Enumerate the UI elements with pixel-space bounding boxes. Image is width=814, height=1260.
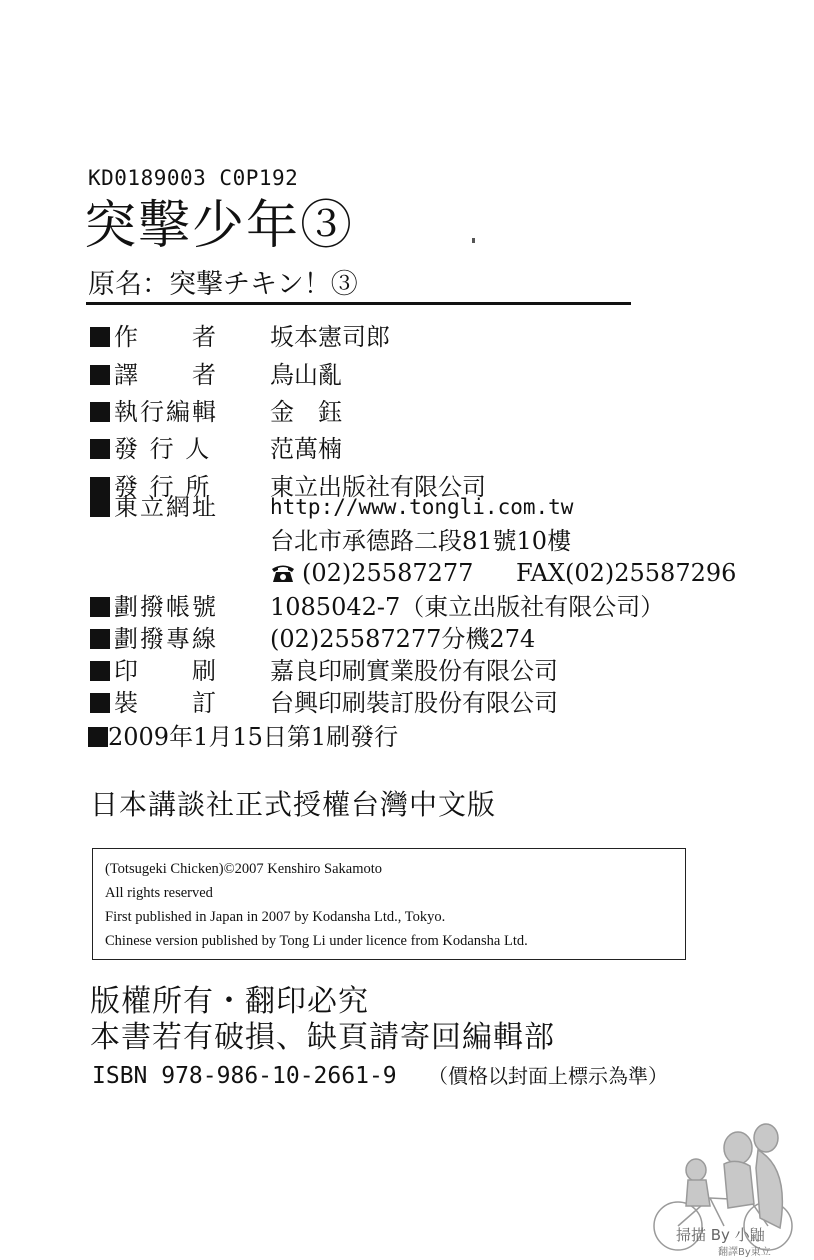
copyright-line: Chinese version published by Tong Li under licence from Kodansha Ltd. <box>105 933 528 949</box>
phone-row <box>270 556 737 590</box>
credit-publisher <box>90 432 342 466</box>
copyright-line: All rights reserved <box>105 885 213 901</box>
credit-value: 金 鈺 <box>270 398 342 426</box>
address: 台北市承德路二段81號10樓 <box>270 527 572 555</box>
catalog-code: KD0189003 C0P192 <box>88 166 299 190</box>
credit-label: 印 刷 <box>114 657 218 685</box>
copyright-line: (Totsugeki Chicken)©2007 Kenshiro Sakamoto <box>105 861 383 877</box>
credit-label: 發 行 所 <box>114 473 212 501</box>
scanner-watermark-illustration <box>640 1108 810 1258</box>
publish-date: 2009年1月15日第1刷發行 <box>108 723 399 751</box>
credit-value: 1085042-7（東立出版社有限公司） <box>270 593 665 621</box>
bullet-square <box>88 727 108 747</box>
telephone-icon <box>270 563 296 583</box>
bullet-square <box>90 661 110 681</box>
credit-value: 坂本憲司郎 <box>270 323 390 351</box>
publish-date-row <box>88 720 398 754</box>
book-title: 突擊少年③ <box>84 196 355 256</box>
watermark-text: 掃描 By 小鼬 <box>676 1226 765 1244</box>
credit-value: 台興印刷裝訂股份有限公司 <box>270 689 558 717</box>
bullet-square <box>90 439 110 459</box>
credit-postal-line <box>90 622 536 656</box>
credit-label: 作 者 <box>114 323 218 351</box>
credit-editor <box>90 395 342 429</box>
bullet-square <box>90 597 110 617</box>
credit-label: 譯 者 <box>114 361 218 389</box>
credit-label: 執行編輯 <box>114 398 218 426</box>
credit-translator <box>90 358 342 392</box>
credit-label: 裝 訂 <box>114 689 218 717</box>
credit-label: 劃撥帳號 <box>114 593 218 621</box>
credit-postal-account <box>90 590 665 624</box>
credit-value: 范萬楠 <box>270 435 342 463</box>
bullet-square <box>90 402 110 422</box>
bullet-square <box>90 629 110 649</box>
isbn: ISBN 978-986-10-2661-9 <box>92 1063 397 1089</box>
print-speck <box>472 238 475 243</box>
credit-label: 東立網址 <box>114 493 218 521</box>
credit-binding <box>90 686 558 720</box>
price-note: （價格以封面上標示為準） <box>428 1064 668 1088</box>
title-rule <box>86 302 631 305</box>
rights-notice: 版權所有・翻印必究 <box>90 984 369 1019</box>
damage-notice: 本書若有破損、缺頁請寄回編輯部 <box>90 1020 555 1055</box>
website-url: http://www.tongli.com.tw <box>270 495 574 519</box>
fax-number: FAX(02)25587296 <box>516 559 737 587</box>
credit-website <box>90 490 574 524</box>
credit-value: 鳥山亂 <box>270 361 342 389</box>
bullet-square <box>90 693 110 713</box>
credit-value: (02)25587277分機274 <box>270 625 536 653</box>
watermark-subtext: 翻譯By東立 <box>718 1247 771 1258</box>
isbn-row <box>92 1058 668 1094</box>
credit-label: 劃撥專線 <box>114 625 218 653</box>
copyright-box <box>92 848 686 960</box>
credit-label: 發 行 人 <box>114 435 212 463</box>
credit-value: 嘉良印刷實業股份有限公司 <box>270 657 558 685</box>
license-statement: 日本講談社正式授權台灣中文版 <box>90 788 497 821</box>
phone-number: (02)25587277 <box>302 559 474 587</box>
bullet-square <box>90 327 110 347</box>
credit-author <box>90 320 390 354</box>
original-title: 原名：突撃チキン！③ <box>88 269 358 300</box>
bullet-square <box>90 497 110 517</box>
bullet-square <box>90 365 110 385</box>
copyright-line: First published in Japan in 2007 by Kodansha Ltd., Tokyo. <box>105 909 446 925</box>
credit-value: 東立出版社有限公司 <box>270 473 486 501</box>
credit-printing <box>90 654 558 688</box>
